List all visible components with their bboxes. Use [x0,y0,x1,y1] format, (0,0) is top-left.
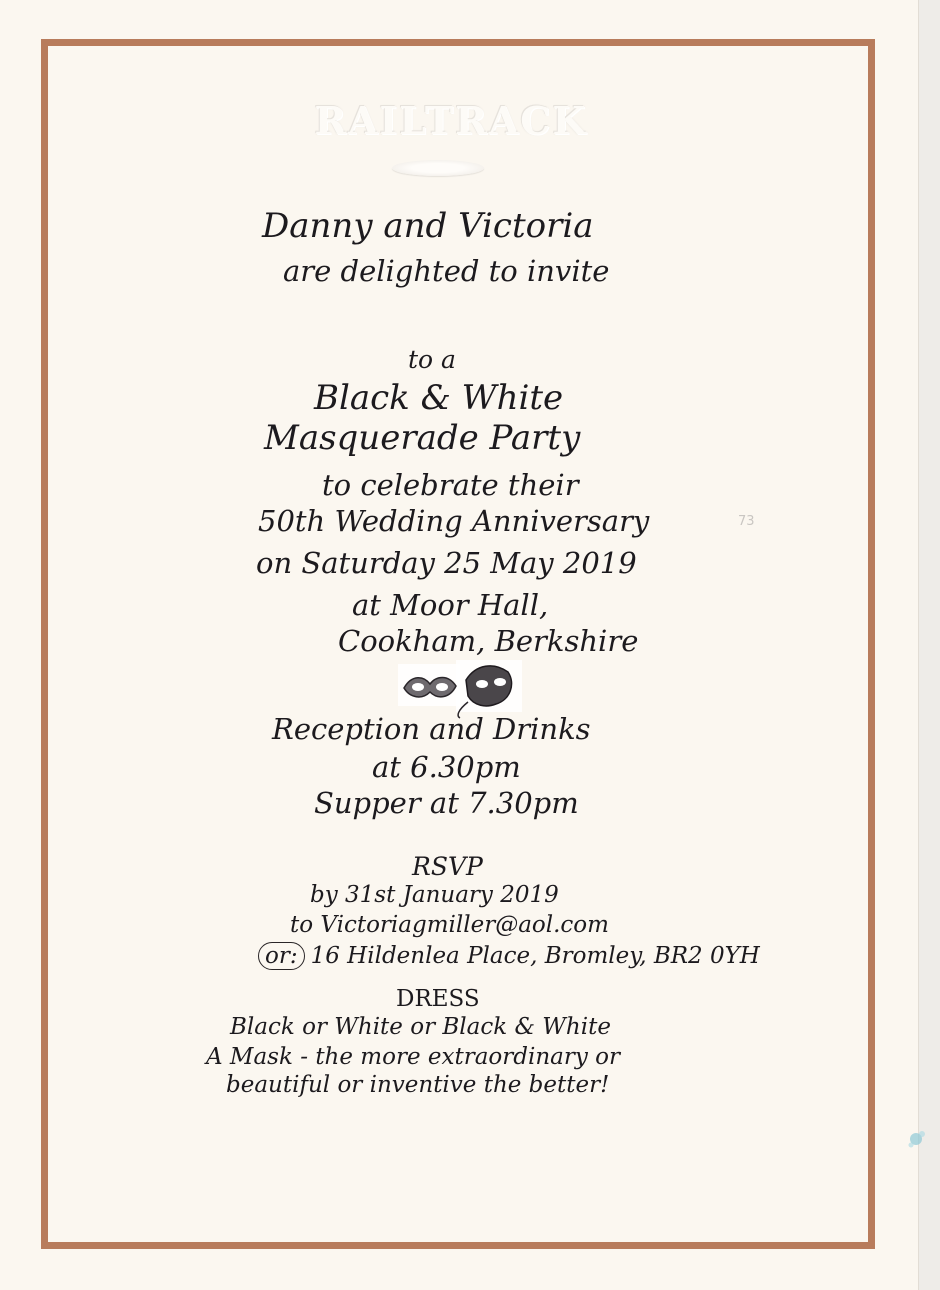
rsvp-email: to Victoriagmiller@aol.com [290,912,609,938]
masquerade-masks-icon [398,658,528,720]
occasion-line: 50th Wedding Anniversary [258,504,650,538]
embossed-swash-icon [392,160,484,176]
rsvp-address: 16 Hildenlea Place, Bromley, BR2 0YH [310,943,760,969]
invite-line: are delighted to invite [283,254,610,288]
event-line-2: Masquerade Party [264,418,581,458]
dress-heading: DRESS [396,986,480,1012]
dress-line-2: A Mask - the more extraordinary or [206,1044,620,1070]
paper-edge [918,0,940,1290]
supper-line: Supper at 7.30pm [314,786,579,820]
reception-line: Reception and Drinks [272,712,591,746]
venue-line-2: Cookham, Berkshire [338,624,639,658]
reception-time-line: at 6.30pm [372,750,521,784]
venue-line-1: at Moor Hall, [352,588,549,622]
date-line: on Saturday 25 May 2019 [256,546,637,580]
rsvp-deadline: by 31st January 2019 [310,882,559,908]
margin-pencil-note: 73 [738,514,755,529]
dress-line-1: Black or White or Black & White [230,1014,611,1040]
to-a-line: to a [408,345,456,374]
or-label: or: [258,942,305,970]
hosts-line: Danny and Victoria [262,206,594,246]
embossed-letterhead: RAILTRACK [314,98,588,143]
rsvp-address-line [258,942,760,970]
celebrate-line: to celebrate their [322,468,579,502]
event-line-1: Black & White [314,378,564,418]
rsvp-heading: RSVP [412,852,483,881]
dress-line-3: beautiful or inventive the better! [226,1072,610,1098]
ink-blot-icon [902,1124,932,1154]
